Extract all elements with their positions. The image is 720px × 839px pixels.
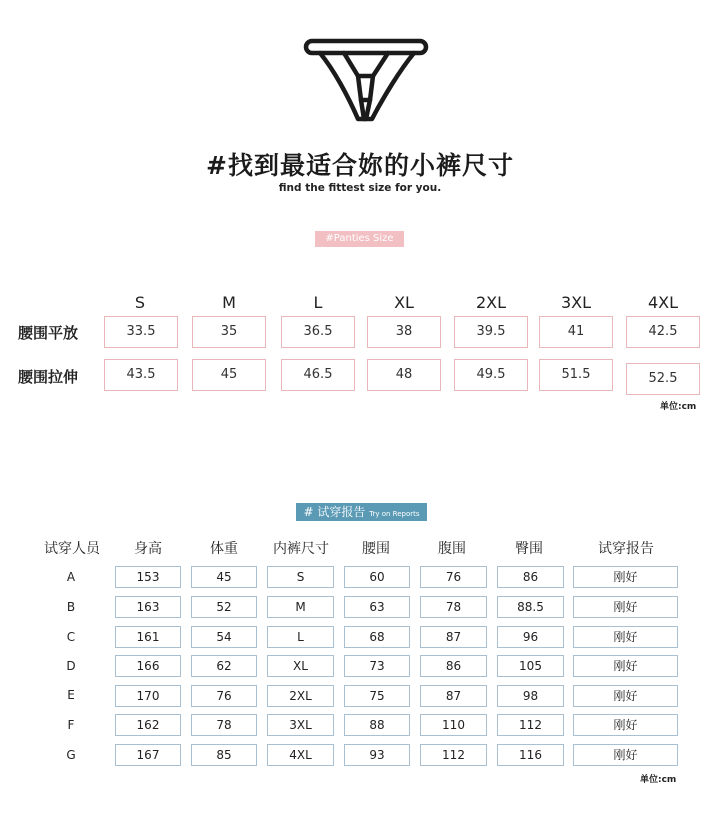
size-header-m: M <box>222 293 236 312</box>
trial-header-height: 身高 <box>134 541 162 557</box>
size-cell: 39.5 <box>454 316 528 348</box>
trial-cell: 87 <box>420 685 487 707</box>
trial-cell: L <box>267 626 334 648</box>
trial-cell: 62 <box>191 655 257 677</box>
trial-person: B <box>66 600 76 614</box>
trial-cell: 75 <box>344 685 410 707</box>
size-cell: 52.5 <box>626 363 700 395</box>
trial-cell: 105 <box>497 655 564 677</box>
trial-person: D <box>66 659 76 673</box>
trial-cell: 161 <box>115 626 181 648</box>
size-header-s: S <box>134 293 146 312</box>
size-header-3xl: 3XL <box>560 293 592 312</box>
trial-cell: 63 <box>344 596 410 618</box>
trial-cell: 54 <box>191 626 257 648</box>
trial-cell: 153 <box>115 566 181 588</box>
trial-header-person: 试穿人员 <box>44 541 100 557</box>
trial-cell: 162 <box>115 714 181 736</box>
size-header-2xl: 2XL <box>475 293 507 312</box>
trial-cell: 刚好 <box>573 596 678 618</box>
size-cell: 46.5 <box>281 359 355 391</box>
trial-header-report: 试穿报告 <box>598 541 654 557</box>
trial-cell: 76 <box>420 566 487 588</box>
trial-cell: 88.5 <box>497 596 564 618</box>
row-label-waist-stretch: 腰围拉伸 <box>18 368 79 386</box>
trial-cell: 刚好 <box>573 714 678 736</box>
try-on-reports-tag-small: Try on Reports <box>369 510 420 518</box>
trial-cell: 68 <box>344 626 410 648</box>
size-cell: 35 <box>192 316 266 348</box>
panties-size-tag: #Panties Size <box>315 231 404 247</box>
trial-cell: 110 <box>420 714 487 736</box>
trial-cell: 86 <box>497 566 564 588</box>
trial-header-weight: 体重 <box>210 541 238 557</box>
size-cell: 42.5 <box>626 316 700 348</box>
trial-cell: XL <box>267 655 334 677</box>
trial-cell: 刚好 <box>573 744 678 766</box>
size-cell: 38 <box>367 316 441 348</box>
try-on-reports-tag <box>296 503 427 521</box>
trial-cell: 76 <box>191 685 257 707</box>
trial-cell: 87 <box>420 626 487 648</box>
size-unit-label: 单位:cm <box>660 402 697 412</box>
size-cell: 33.5 <box>104 316 178 348</box>
size-cell: 36.5 <box>281 316 355 348</box>
page-subtitle: find the fittest size for you. <box>278 182 442 194</box>
trial-cell: 78 <box>191 714 257 736</box>
trial-unit-label: 单位:cm <box>640 775 677 785</box>
size-cell: 41 <box>539 316 613 348</box>
trial-cell: M <box>267 596 334 618</box>
trial-cell: 2XL <box>267 685 334 707</box>
trial-cell: 88 <box>344 714 410 736</box>
trial-header-size: 内裤尺寸 <box>273 541 329 557</box>
trial-cell: 85 <box>191 744 257 766</box>
size-cell: 45 <box>192 359 266 391</box>
trial-cell: 73 <box>344 655 410 677</box>
trial-cell: S <box>267 566 334 588</box>
size-cell: 43.5 <box>104 359 178 391</box>
size-header-xl: XL <box>394 293 414 312</box>
trial-cell: 116 <box>497 744 564 766</box>
trial-cell: 刚好 <box>573 626 678 648</box>
trial-cell: 刚好 <box>573 685 678 707</box>
trial-person: A <box>66 570 76 584</box>
trial-cell: 112 <box>420 744 487 766</box>
trial-cell: 163 <box>115 596 181 618</box>
trial-cell: 170 <box>115 685 181 707</box>
size-header-4xl: 4XL <box>647 293 679 312</box>
trial-cell: 刚好 <box>573 566 678 588</box>
row-label-waist-flat: 腰围平放 <box>18 324 79 342</box>
trial-cell: 98 <box>497 685 564 707</box>
trial-cell: 93 <box>344 744 410 766</box>
size-cell: 48 <box>367 359 441 391</box>
trial-cell: 166 <box>115 655 181 677</box>
trial-person: G <box>66 748 76 762</box>
trial-cell: 45 <box>191 566 257 588</box>
trial-cell: 86 <box>420 655 487 677</box>
panties-icon <box>300 36 432 126</box>
trial-cell: 4XL <box>267 744 334 766</box>
size-header-l: L <box>313 293 323 312</box>
trial-cell: 刚好 <box>573 655 678 677</box>
trial-cell: 96 <box>497 626 564 648</box>
trial-header-belly: 腹围 <box>438 541 466 557</box>
trial-person: E <box>67 688 75 702</box>
trial-person: F <box>67 718 75 732</box>
trial-cell: 60 <box>344 566 410 588</box>
trial-cell: 112 <box>497 714 564 736</box>
size-cell: 51.5 <box>539 359 613 391</box>
trial-cell: 167 <box>115 744 181 766</box>
trial-cell: 52 <box>191 596 257 618</box>
trial-cell: 78 <box>420 596 487 618</box>
trial-header-waist: 腰围 <box>362 541 390 557</box>
try-on-reports-tag-text: # 试穿报告 <box>303 505 366 519</box>
trial-person: C <box>66 630 76 644</box>
page-title: #找到最适合妳的小裤尺寸 <box>206 151 514 180</box>
trial-cell: 3XL <box>267 714 334 736</box>
size-cell: 49.5 <box>454 359 528 391</box>
trial-header-hip: 臀围 <box>515 541 543 557</box>
